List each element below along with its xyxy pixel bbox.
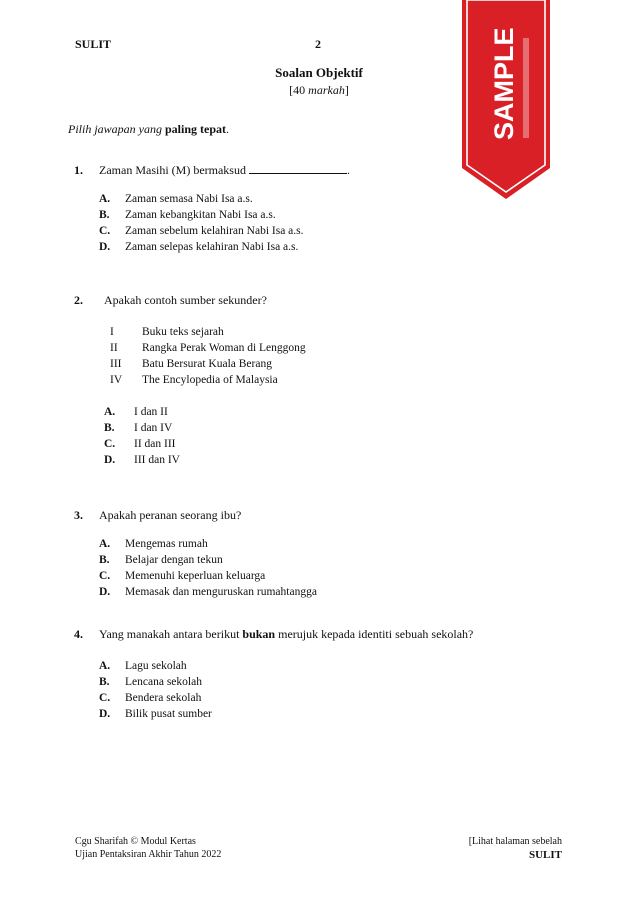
footer-left-line2: Ujian Pentaksiran Akhir Tahun 2022 bbox=[75, 849, 222, 860]
question-text: Yang manakah antara berikut bukan merujuk kepada identiti sebuah sekolah? bbox=[99, 627, 474, 641]
footer-right-line2: SULIT bbox=[528, 849, 562, 861]
page-number: 2 bbox=[315, 37, 321, 51]
section-marks: [40 markah] bbox=[289, 83, 349, 97]
question-number: 4. bbox=[74, 627, 83, 641]
answer-blank bbox=[249, 163, 347, 174]
footer-left-line1: Cgu Sharifah © Modul Kertas bbox=[75, 836, 196, 847]
question-number: 2. bbox=[74, 293, 83, 307]
watermark-text: SAMPLE bbox=[489, 27, 519, 140]
watermark-stripe bbox=[523, 38, 529, 138]
footer-right-line1: [Lihat halaman sebelah bbox=[468, 836, 562, 847]
exam-page: SULIT 2 Soalan Objektif [40 markah] Pilih jawapan yang paling tepat. 1. Zaman Masihi (M) bermaksud . A. Zaman semasa Nabi Isa a.s. B. Zaman kebangkitan Nabi Isa a.s. C. Zaman sebelum kelahiran Nabi Isa a.s. D. Zaman selepas kelahiran Nabi Isa a.s. 2. Apakah contoh sumber sekunder? I Buku teks sejarah II Rangka Perak Woman di Lenggong III Batu Bersurat Kuala Berang IV The Encylopedia of Malaysia A. I dan II B. I dan IV C. II dan III D. III dan IV 3. Apakah peranan seorang ibu? A. Mengemas rumah B. Belajar dengan tekun C. Memenuhi keperluan keluarga D. Memasak dan menguruskan rumahtangga 4. Yang manakah antara berikut bukan merujuk kepada identiti sebuah sekolah? A. Lagu sekolah B. Lencana sekolah C. Bendera sekolah D. Bilik pusat sumber Cgu Sharifah © Modul Kertas Ujian Pentaksiran Akhir Tahun 2022 [Lihat halaman sebelah SULIT SAMPLE bbox=[0, 0, 635, 902]
instruction: Pilih jawapan yang paling tepat. bbox=[68, 122, 230, 136]
question-text: Zaman Masihi (M) bermaksud . bbox=[99, 163, 350, 177]
sample-watermark bbox=[461, 0, 551, 200]
header-classification: SULIT bbox=[75, 37, 112, 51]
question-text: Apakah contoh sumber sekunder? bbox=[104, 293, 267, 307]
section-title: Soalan Objektif bbox=[275, 65, 363, 80]
question-number: 3. bbox=[74, 508, 83, 522]
question-text: Apakah peranan seorang ibu? bbox=[99, 508, 242, 522]
question-number: 1. bbox=[74, 163, 83, 177]
